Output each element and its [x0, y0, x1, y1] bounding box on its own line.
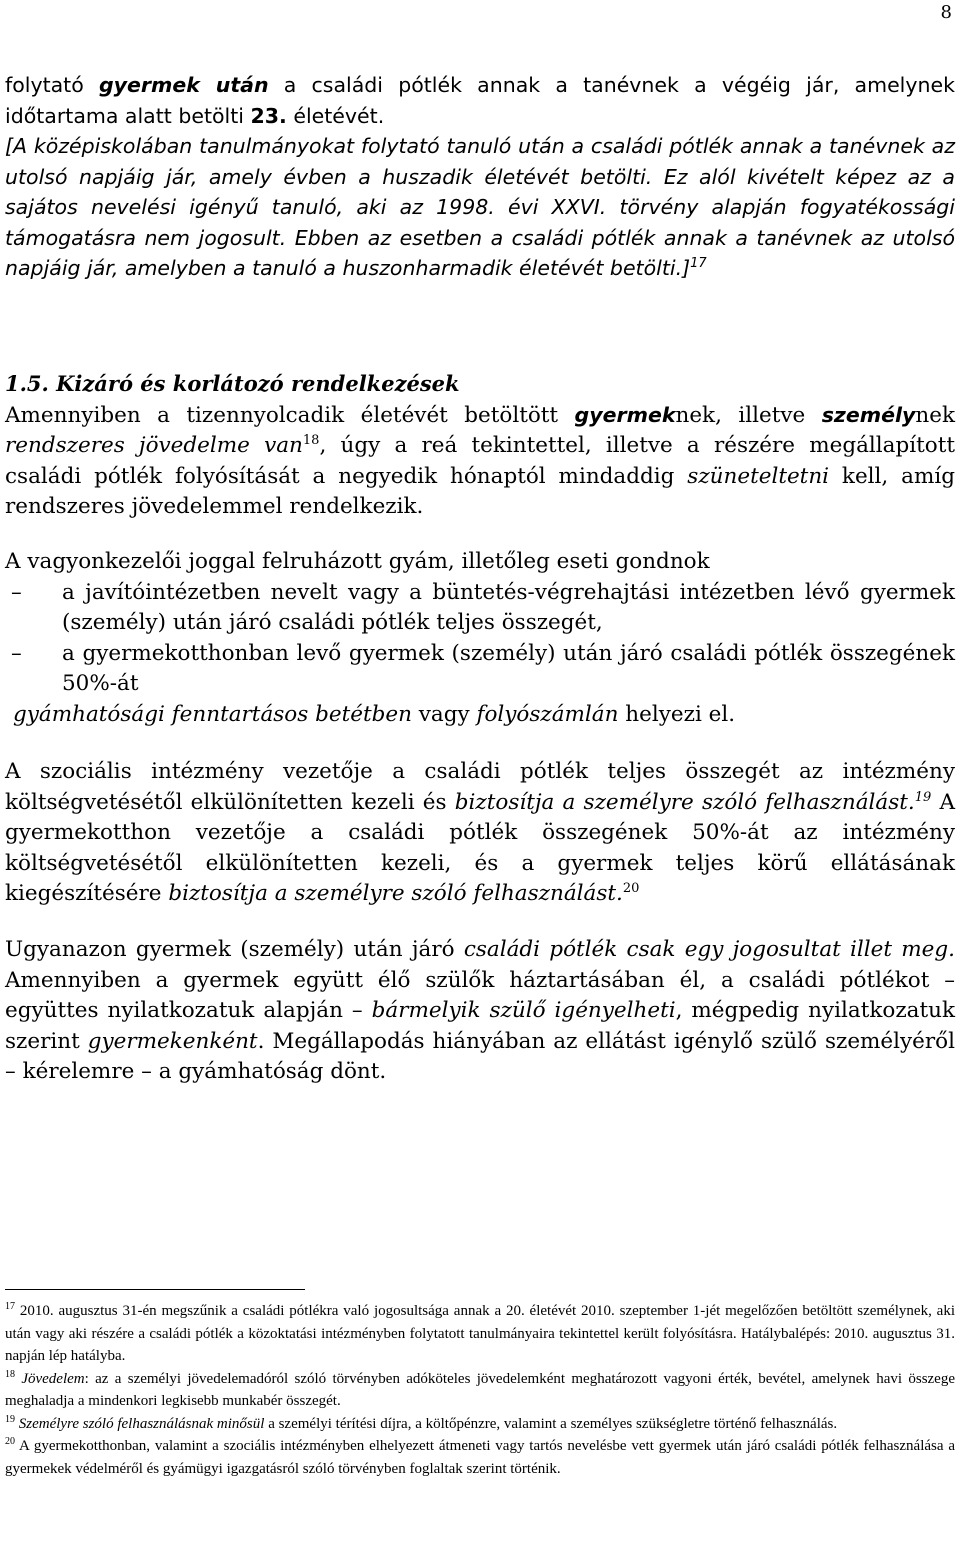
text: A gyermekotthon vezetője a családi pótlék összegének 50%-át az intézmény költségvetésétől elkülönítetten kezeli, és a gyermek teljes körű ellátásának kiegészítésére — [5, 789, 955, 906]
emphasis: gyermek után — [98, 73, 269, 97]
emphasis: rendszeres jövedelme van — [5, 433, 303, 458]
paragraph-intro: A vagyonkezelői joggal felruházott gyám, illetőleg eseti gondnok — [5, 549, 710, 574]
footnote-text: 2010. augusztus 31-én megszűnik a családi pótlékra való jogosultsága annak a 20. életévét 2010. szeptember 1-jét megelőzően betöltött személynek, aki után vagy aki részére a családi pótlék a közoktatási intézményben folytatott tanulmányaira tekintettel került folyósításra. Hatálybalépés: 2010. augusztus 31. napján lép hatályba. — [5, 1303, 955, 1364]
text: vagy — [411, 701, 477, 727]
dash-marker: – — [11, 579, 22, 605]
footnote-text: A gyermekotthonban, valamint a szociális intézményben elhelyezett átmeneti vagy tartós nevelésbe vett gyermek után járó családi pótlék felhasználása a gyermekek védelméről és gyámügyi igazgatásról szóló törvényben foglaltak szerint történik. — [5, 1438, 955, 1477]
text: életévét. — [286, 103, 385, 128]
emphasis: folyószámlán — [476, 701, 619, 727]
text: A szociális intézmény vezetője a családi pótlék teljes összegét az intézmény költségvetésétől elkülönítetten kezeli és — [5, 759, 955, 815]
footnote-term: Jövedelem — [21, 1370, 85, 1387]
emphasis: gyermek — [574, 402, 676, 427]
footnote-number: 19 — [5, 1413, 15, 1425]
text: , úgy a reá tekintettel, illetve a részére megállapított családi pótlék folyósítását a negyedik hónaptól mindaddig — [5, 433, 955, 489]
text: nek, illetve — [675, 402, 822, 428]
emphasis: gyámhatósági fenntartásos betétben — [13, 701, 412, 727]
list-item — [5, 639, 955, 700]
footnote-19 — [5, 1413, 955, 1436]
footnote-number: 20 — [5, 1436, 15, 1447]
text: helyezi el. — [618, 701, 736, 727]
footnote-text: : az a személyi jövedelemadóról szóló törvényben adóköteles jövedelemként meghatározott vagyoni érték, bevétel, amelynek havi összege meghaladja a mindenkori legkisebb munkabér összegét. — [5, 1370, 955, 1409]
emphasis: családi pótlék csak egy jogosultat illet meg. — [463, 937, 956, 962]
footnote-term: Személyre szóló felhasználásnak minősül — [18, 1415, 265, 1432]
text: Amennyiben a gyermek együtt élő szülők háztartásában él, a családi pótlékot – együttes nyilatkozatuk alapján – — [5, 967, 955, 1023]
emphasis: szüneteltetni — [687, 463, 830, 489]
text: , mégpedig nyilatkozatuk szerint — [5, 998, 955, 1054]
paragraph-continuation — [5, 70, 955, 284]
text: a családi pótlék annak a tanévnek a végéig jár, amelynek időtartama alatt betölti — [5, 73, 955, 128]
section-heading: 1.5. Kizáró és korlátozó rendelkezések — [5, 371, 460, 396]
footnotes — [5, 1300, 955, 1480]
text: [A középiskolában tanulmányokat folytató tanuló után a családi pótlék annak a tanévnek az utolsó napjáig jár, amely évben a huszadik életévét betölti. Ez alól kivételt képez az a sajátos nevelési igényű tanuló, aki az 1998. évi XXVI. törvény alapján fogyatékossági támogatásra nem jogosult. Ebben az esetben a családi pótlék annak a tanévnek az utolsó napjáig jár, amelyben a tanuló a huszonharmadik életévét betölti.] — [5, 134, 955, 280]
footnote-20 — [5, 1435, 955, 1480]
dash-list — [5, 578, 955, 700]
emphasis: személy — [821, 402, 916, 427]
list-item — [5, 578, 955, 639]
footnote-17 — [5, 1300, 955, 1368]
list-item-text: a javítóintézetben nevelt vagy a büntetés-végrehajtási intézetben lévő gyermek (személy) után járó családi pótlék teljes összegét, — [62, 579, 955, 635]
guardian-paragraph — [5, 547, 955, 730]
footnote-ref-17: 17 — [690, 256, 707, 272]
footnote-number: 17 — [5, 1301, 15, 1312]
page-number: 8 — [940, 2, 952, 23]
footnote-ref-19: 19 — [914, 789, 932, 805]
list-item-text: a gyermekotthonban levő gyermek (személy) után járó családi pótlék összegének 50%-át — [62, 640, 955, 696]
text: nek — [915, 402, 955, 428]
emphasis: 23. — [250, 103, 287, 128]
text: . Megállapodás hiányában az ellátást igénylő szülő személyéről – kérelemre – a gyámhatóság dönt. — [5, 1028, 955, 1084]
text: Amennyiben a tizennyolcadik életévét betöltött — [5, 402, 575, 428]
section-1-5 — [5, 369, 955, 523]
emphasis: biztosítja a személyre szóló felhasználást. — [168, 881, 623, 906]
paragraph-outro — [5, 700, 955, 731]
text: folytató — [5, 73, 99, 97]
text: kell, amíg rendszeres jövedelemmel rendelkezik. — [5, 463, 955, 519]
footnote-text: a személyi térítési díjra, a költőpénzre, valamint a személyes szükségletre történő felhasználás. — [264, 1415, 838, 1432]
emphasis: biztosítja a személyre szóló felhasználást. — [454, 789, 915, 815]
institution-paragraph — [5, 757, 955, 910]
footnote-number: 18 — [5, 1368, 15, 1380]
footnote-ref-18: 18 — [302, 432, 320, 448]
footnote-ref-20: 20 — [622, 880, 640, 896]
emphasis: bármelyik szülő igényelheti — [371, 998, 676, 1023]
section-paragraph — [5, 400, 955, 523]
repealed-paragraph — [5, 131, 955, 284]
footnote-separator — [5, 1289, 305, 1290]
emphasis: gyermekenként — [87, 1028, 258, 1054]
entitlement-paragraph — [5, 935, 955, 1088]
dash-marker: – — [11, 640, 22, 666]
footnote-18 — [5, 1368, 955, 1413]
text: Ugyanazon gyermek (személy) után járó — [5, 937, 464, 962]
